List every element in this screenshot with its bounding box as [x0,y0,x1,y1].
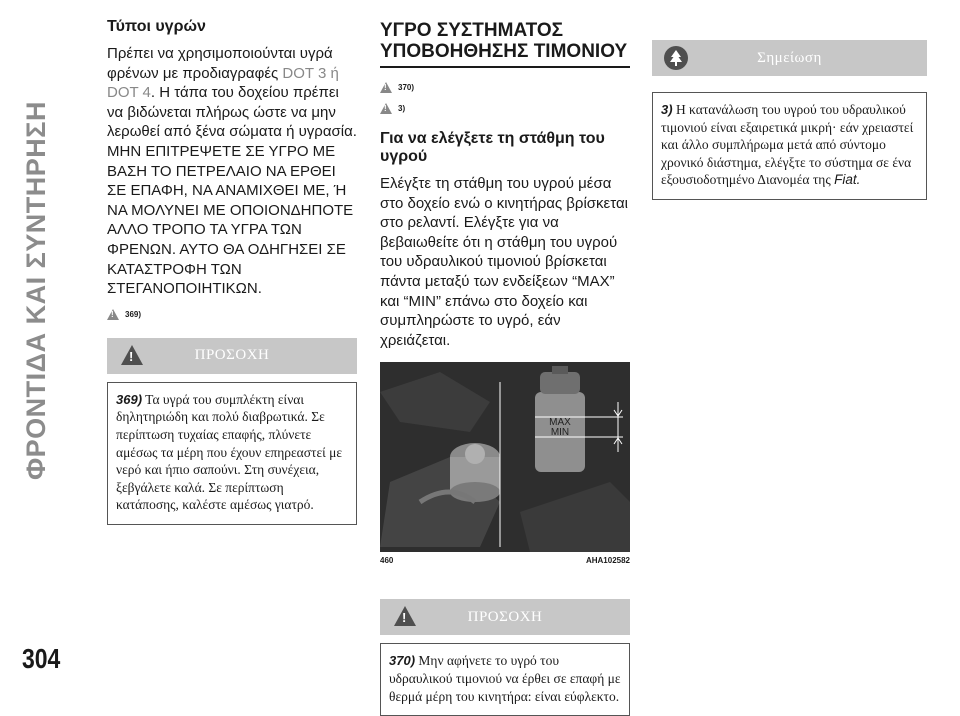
warning-banner [107,338,357,374]
warning-triangle-icon [107,309,119,320]
side-title-text: ΦΡΟΝΤΙΔΑ ΚΑΙ ΣΥΝΤΗΡΗΣΗ [20,100,51,480]
min-mark: MIN [550,427,570,439]
side-title [14,10,58,570]
notice-title: Σημείωση [757,49,822,66]
notice-number: 3) [661,102,673,117]
warning-reference [107,309,357,320]
warning-box [107,382,357,525]
figure-number: 460 [380,556,394,566]
column-brake-fluid [107,14,357,525]
warning-reference-1 [380,82,630,93]
figure-caption [380,556,630,565]
notice-text: Η κατανάλωση του υγρού του υδραυλικού τιμονιού είναι εξαιρετικά μικρή· εάν χρειαστεί και άλλο συμπλήρωμα μετά από σύντομο χρονικό διάστημα, ελέγξτε το σύστημα σε ένα εξουσιοδοτημένο Διανομέα της [661,102,914,188]
warning-box [380,643,630,716]
warning-text: Μην αφήνετε το υγρό του υδραυλικού τιμονιού να έρθει σε επαφή με θερμά μέρη του κινητήρα: είναι εύφλεκτο. [389,653,621,704]
warning-reference-number: 3) [398,104,406,113]
warning-text: Τα υγρά του συμπλέκτη είναι δηλητηριώδη και πολύ διαβρωτικά. Σε περίπτωση τυχαίας επαφής, πλύνετε αμέσως τα μέρη που έχουν επηρεαστεί με νερό και ήπιο σαπούνι. Στη συνέχεια, ξεβγάλετε καλά. Σε περίπτωση κατάποσης, καλέστε αμέσως γιατρό. [116,391,343,513]
notice-banner [652,40,927,76]
check-level-heading: Για να ελέγξετε τη στάθμη του υγρού [380,130,605,165]
warning-banner [380,599,630,635]
fluid-types-heading: Τύποι υγρών [107,18,206,35]
warning-title: ΠΡΟΣΟΧΗ [467,608,543,625]
engine-bay-illustration [380,362,630,552]
engine-reservoir-figure [380,362,630,552]
warning-reference-number: 369) [125,309,142,319]
warning-title: ΠΡΟΣΟΧΗ [194,347,270,364]
fluid-text-start: Πρέπει να χρησιμοποιούνται υγρά φρένων με προδιαγραφές [107,45,333,82]
tree-icon [664,46,688,70]
warning-triangle-icon [380,103,392,114]
fluid-text-end: . Η τάπα του δοχείου πρέπει να βιδώνεται πλήρως ώστε να μην λερωθεί από ξένα σώματα ή υγρασία. ΜΗΝ ΕΠΙΤΡΕΨΕΤΕ ΣΕ ΥΓΡΟ ΜΕ ΒΑΣΗ ΤΟ ΠΕΤΡΕΛΑΙΟ ΝΑ ΕΡΘΕΙ ΣΕ ΕΠΑΦΗ, ΝΑ ΑΝΑΜΙΧΘΕΙ ΜΕ, Ή ΝΑ ΜΟΛΥΝΕΙ ΜΕ ΟΠΟΙΟΝΔΗΠΟΤΕ ΑΛΛΟ ΤΡΟΠΟ ΤΑ ΥΓΡΑ ΤΩΝ ΦΡΕΝΩΝ. ΑΥΤΟ ΘΑ ΟΔΗΓΗΣΕΙ ΣΕ ΚΑΤΑΣΤΡΟΦΗ ΤΩΝ ΣΤΕΓΑΝΟΠΟΙΗΤΙΚΩΝ. [107,84,357,298]
column-power-steering [380,14,630,716]
check-level-text: Ελέγξτε τη στάθμη του υγρού μέσα στο δοχείο ενώ ο κινητήρας βρίσκεται στο ρελαντί. Ελέγξτε για να βεβαιωθείτε ότι η στάθμη του υγρού του υδραυλικού τιμονιού βρίσκεται πάντα μεταξύ των ενδείξεων “MAX” και “MIN” επάνω στο δοχείο και συμπληρώστε το υγρό, εάν χρειάζεται. [380,175,628,349]
warning-number: 369) [116,391,143,407]
notice-brand: Fiat. [834,172,861,188]
warning-number: 370) [389,653,416,669]
section-heading: ΥΓΡΟ ΣΥΣΤΗΜΑΤΟΣ ΥΠΟΒΟΗΘΗΣΗΣ ΤΙΜΟΝΙΟΥ [380,20,630,68]
dot-spec: DOT 3 ή DOT 4 [107,64,339,102]
page-number: 304 [22,643,61,674]
max-mark: MAX [549,417,571,429]
warning-triangle-icon [380,82,392,93]
fluid-types-text [107,44,357,299]
warning-reference-2 [380,103,630,114]
column-notice [652,40,927,200]
figure-code: AHA102582 [585,556,630,566]
notice-box [652,92,927,200]
warning-reference-number: 370) [398,83,415,92]
warning-icon [121,345,143,365]
warning-icon [394,606,416,626]
